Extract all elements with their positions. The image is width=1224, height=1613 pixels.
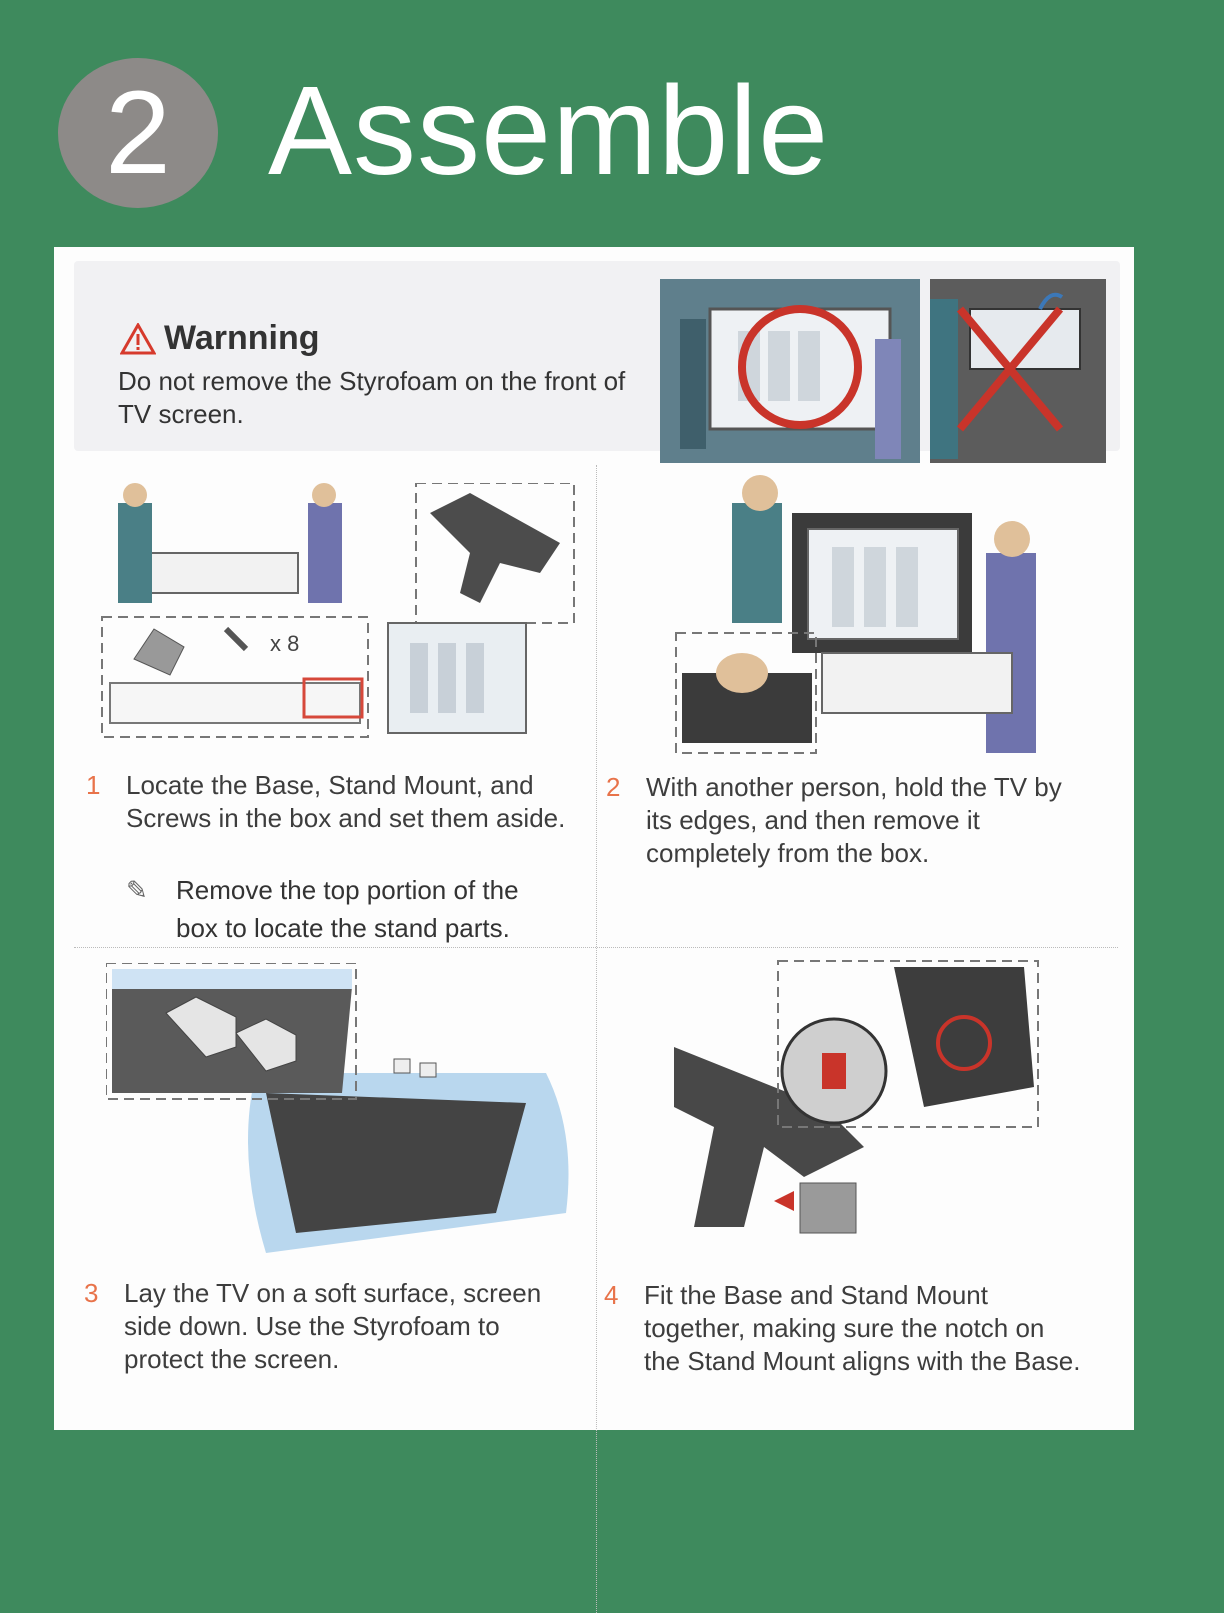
note-text: Remove the top portion of the box to locate the stand parts. <box>176 875 519 943</box>
step-3 <box>84 1277 564 1387</box>
step-2 <box>606 771 1076 881</box>
step-1-text: Locate the Base, Stand Mount, and Screws in the box and set them aside. <box>126 770 566 833</box>
step-3-number: 3 <box>84 1278 99 1308</box>
step-2-number: 2 <box>606 772 621 802</box>
warning-title: Warnning <box>164 319 320 357</box>
step-3-illustration <box>106 963 576 1263</box>
step-3-text: Lay the TV on a soft surface, screen side down. Use the Styrofoam to protect the screen. <box>124 1278 542 1374</box>
column-divider <box>596 465 597 1613</box>
step-4 <box>604 1279 1084 1419</box>
step-2-illustration <box>672 473 1082 763</box>
step-1 <box>86 769 566 879</box>
warning-triangle-icon <box>120 323 156 355</box>
step-1-note <box>126 871 566 951</box>
screw-count: x 8 <box>270 631 300 656</box>
step-4-illustration <box>664 957 1044 1257</box>
step-number: 2 <box>105 67 171 199</box>
warning-heading <box>120 319 320 358</box>
warning-text: Do not remove the Styrofoam on the front of TV screen. <box>118 366 626 429</box>
page-title: Assemble <box>268 60 830 201</box>
step-2-text: With another person, hold the TV by its edges, and then remove it completely from the box. <box>646 772 1062 868</box>
warning-illustration <box>660 279 1106 463</box>
step-4-text: Fit the Base and Stand Mount together, making sure the notch on the Stand Mount aligns with the Base. <box>644 1280 1081 1376</box>
instruction-panel <box>54 247 1134 1430</box>
step-1-illustration <box>98 483 578 743</box>
step-number-badge <box>58 58 218 208</box>
warning-box <box>74 261 1120 451</box>
pencil-note-icon: ✎ <box>126 875 148 905</box>
step-4-number: 4 <box>604 1280 619 1310</box>
step-1-number: 1 <box>86 770 101 800</box>
